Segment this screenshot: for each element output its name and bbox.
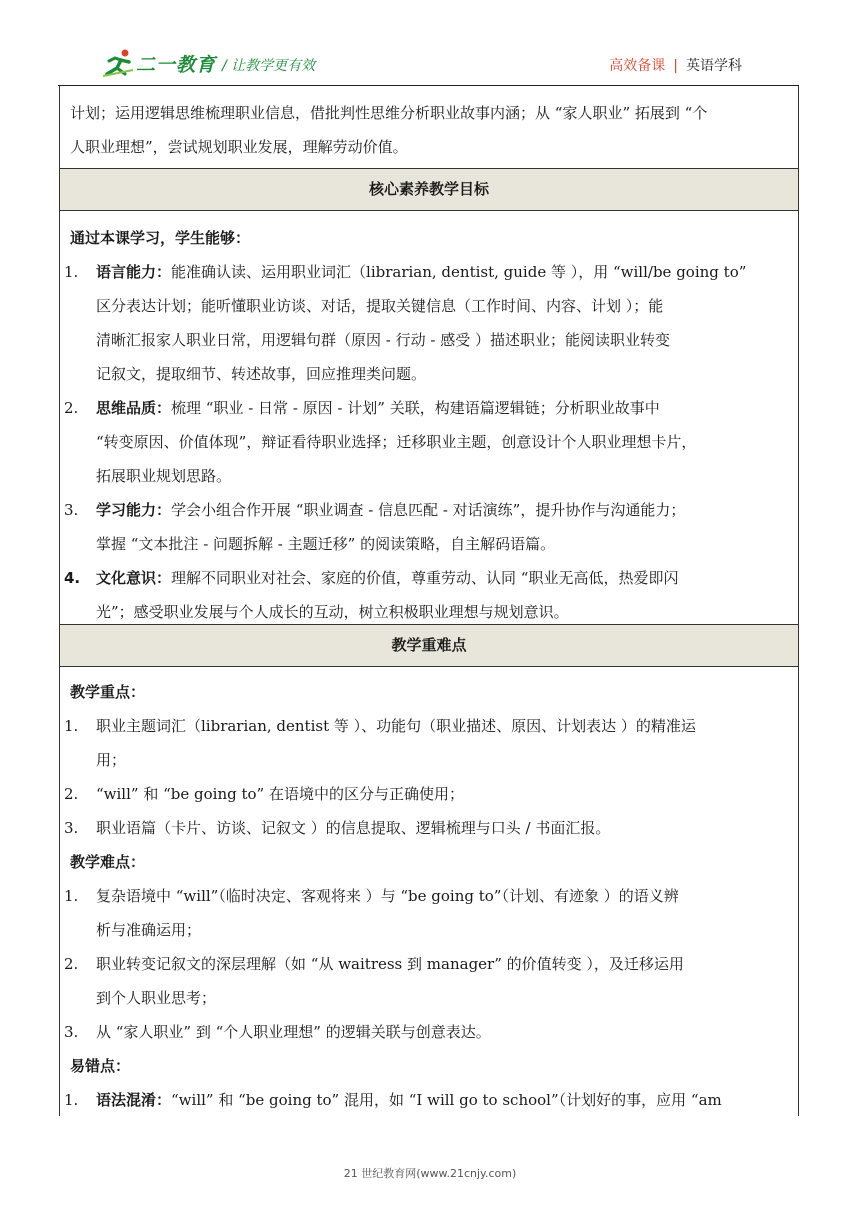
objective-item	[64, 391, 790, 493]
objective-item	[64, 255, 790, 391]
item-number: 2.	[64, 785, 79, 803]
error-label: 语法混淆：	[96, 1091, 172, 1109]
key-point-line: 职业主题词汇（librarian, dentist 等 ）、功能句（职业描述、原因、计划表达 ）的精准运	[96, 717, 696, 735]
objective-line: “转变原因、价值体现”，辩证看待职业选择；迁移职业主题，创意设计个人职业理想卡片，	[96, 433, 697, 451]
header-tag: 高效备课	[609, 58, 666, 74]
difficulty-line: 职业转变记叙文的深层理解（如 “从 waitress 到 manager” 的价值转变 ），及迁移运用	[96, 955, 684, 973]
page-header	[0, 0, 860, 90]
key-point-line: 职业语篇（卡片、访谈、记叙文 ）的信息提取、逻辑梳理与口头 / 书面汇报。	[96, 819, 611, 837]
page-footer: 21 世纪教育网(www.21cnjy.com)	[343, 1167, 517, 1180]
objectives-intro: 通过本课学习，学生能够：	[70, 229, 251, 247]
header-subject-name: 英语学科	[686, 58, 742, 74]
item-number: 1.	[64, 1091, 79, 1109]
objective-item	[64, 493, 790, 561]
key-point-item	[64, 709, 790, 777]
difficulty-line: 复杂语境中 “will”（临时决定、客观将来 ）与 “be going to”（计划、有迹象 ）的语义辨	[96, 887, 679, 905]
item-number: 2.	[64, 955, 79, 973]
difficulty-line: 到个人职业思考；	[96, 989, 217, 1007]
section-header-key-points: 教学重难点	[60, 624, 798, 666]
difficulties-label: 教学难点：	[70, 853, 146, 871]
key-points-cell	[60, 666, 798, 1116]
item-number: 1.	[64, 263, 79, 281]
objective-label: 思维品质：	[96, 399, 172, 417]
objective-line: 光”；感受职业发展与个人成长的互动，树立积极职业理想与规划意识。	[96, 603, 569, 621]
item-number: 1.	[64, 887, 79, 905]
objective-line: 记叙文，提取细节、转述故事，回应推理类问题。	[96, 365, 427, 383]
error-line: “will” 和 “be going to” 混用，如 “I will go to school”（计划好的事，应用 “am	[171, 1091, 722, 1109]
header-separator: |	[673, 58, 678, 74]
item-number: 3.	[64, 819, 79, 837]
logo	[103, 48, 223, 80]
item-number: 3.	[64, 1023, 79, 1041]
section-header-objectives: 核心素养教学目标	[60, 168, 798, 210]
difficulty-line: 从 “家人职业” 到 “个人职业理想” 的逻辑关联与创意表达。	[96, 1023, 491, 1041]
key-points-label: 教学重点：	[70, 683, 146, 701]
key-point-line: “will” 和 “be going to” 在语境中的区分与正确使用；	[96, 785, 464, 803]
objective-line: 区分表达计划；能听懂职业访谈、对话，提取关键信息（工作时间、内容、计划 ）；能	[96, 297, 664, 315]
header-subject	[609, 55, 742, 75]
key-point-item	[64, 777, 790, 811]
key-point-line: 用；	[96, 751, 127, 769]
objective-item	[64, 561, 790, 629]
lesson-table	[59, 86, 799, 1116]
objective-line: 梳理 “职业 - 日常 - 原因 - 计划” 关联，构建语篇逻辑链；分析职业故事中	[171, 399, 660, 417]
errors-label: 易错点：	[70, 1057, 131, 1075]
objective-label: 学习能力：	[96, 501, 172, 519]
runner-logo-icon	[103, 48, 135, 78]
top-line-2: 人职业理想”，尝试规划职业发展，理解劳动价值。	[70, 138, 408, 156]
objective-line: 掌握 “文本批注 - 问题拆解 - 主题迁移” 的阅读策略，自主解码语篇。	[96, 535, 556, 553]
objective-label: 语言能力：	[96, 263, 172, 281]
item-number: 4.	[64, 569, 81, 587]
objective-line: 学会小组合作开展 “职业调查 - 信息匹配 - 对话演练”，提升协作与沟通能力；	[171, 501, 686, 519]
item-number: 2.	[64, 399, 79, 417]
slogan: / 让教学更有效	[222, 58, 316, 74]
objective-label: 文化意识：	[96, 569, 172, 587]
objective-line: 能准确认读、运用职业词汇（librarian, dentist, guide 等 ），用 “will/be going to”	[171, 263, 747, 281]
objective-line: 清晰汇报家人职业日常，用逻辑句群（原因 - 行动 - 感受 ）描述职业；能阅读职业转变	[96, 331, 670, 349]
objectives-cell	[60, 210, 798, 624]
logo-text: 二一教育	[136, 54, 217, 76]
item-number: 3.	[64, 501, 79, 519]
difficulty-item	[64, 947, 790, 1015]
error-item	[64, 1083, 790, 1116]
top-line-1: 计划；运用逻辑思维梳理职业信息，借批判性思维分析职业故事内涵；从 “家人职业” 拓展到 “个	[70, 104, 708, 122]
difficulty-item	[64, 879, 790, 947]
top-continuation-cell	[60, 86, 798, 168]
key-point-item	[64, 811, 790, 845]
objective-line: 拓展职业规划思路。	[96, 467, 232, 485]
difficulty-line: 析与准确运用；	[96, 921, 202, 939]
objective-line: 理解不同职业对社会、家庭的价值，尊重劳动、认同 “职业无高低，热爱即闪	[171, 569, 679, 587]
difficulty-item	[64, 1015, 790, 1049]
item-number: 1.	[64, 717, 79, 735]
